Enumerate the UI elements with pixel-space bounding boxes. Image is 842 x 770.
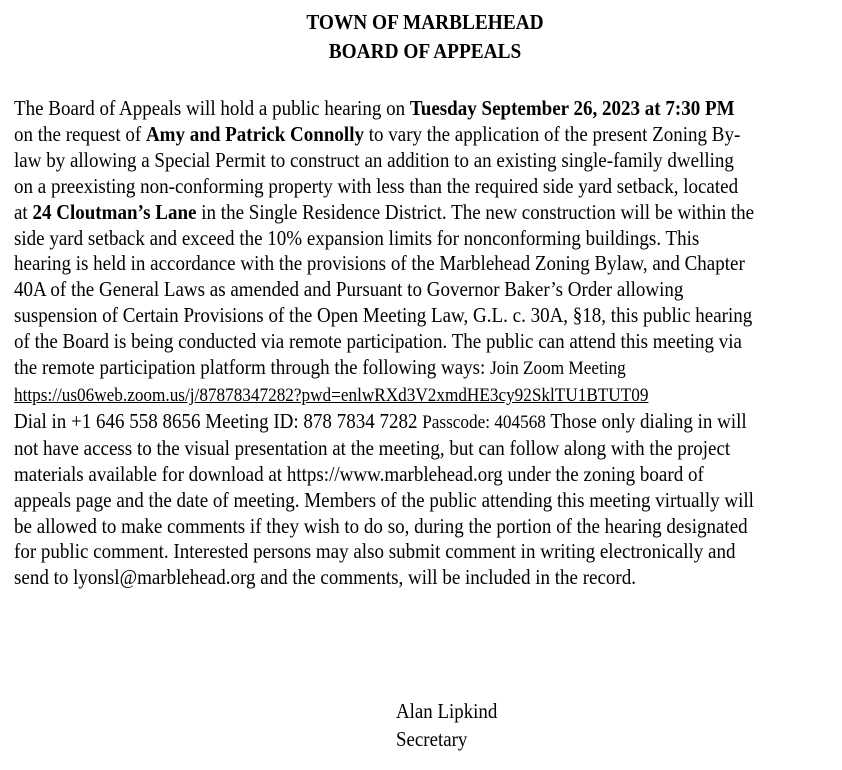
body-line: not have access to the visual presentation at the meeting, but can follow along with the project <box>14 435 731 460</box>
signature-block <box>396 697 497 753</box>
body-text-segment: the remote participation platform through the following ways: <box>14 355 491 380</box>
body-text-segment: to vary the application of the present Zoning By- <box>363 121 741 146</box>
body-line: suspension of Certain Provisions of the Open Meeting Law, G.L. c. 30A, §18, this public hearing <box>14 303 753 328</box>
body-line: of the Board is being conducted via remote participation. The public can attend this meeting via <box>14 329 742 354</box>
public-hearing-notice <box>14 8 836 591</box>
dial-in-info: Dial in +1 646 558 8656 Meeting ID: 878 7834 7282 <box>14 408 423 433</box>
body-line: on a preexisting non-conforming property with less than the required side yard setback, located <box>14 173 739 198</box>
body-text-segment: The Board of Appeals will hold a public hearing on <box>14 96 410 120</box>
body-line: for public comment. Interested persons may also submit comment in writing electronically and <box>14 539 736 564</box>
body-line: materials available for download at https://www.marblehead.org under the zoning board of <box>14 461 704 486</box>
header-board: BOARD OF APPEALS <box>328 39 522 63</box>
body-text-segment: at <box>14 199 33 224</box>
body-text-segment: on the request of <box>14 121 146 146</box>
signatory-name: Alan Lipkind <box>396 699 498 723</box>
hearing-date: Tuesday September 26, 2023 at 7:30 PM <box>409 96 735 120</box>
body-line: hearing is held in accordance with the provisions of the Marblehead Zoning Bylaw, and Chapter <box>14 251 745 276</box>
body-line <box>14 122 836 148</box>
notice-body <box>14 96 836 591</box>
body-line <box>14 382 836 409</box>
body-text-segment: in the Single Residence District. The new construction will be within the <box>196 199 755 224</box>
body-line: be allowed to make comments if they wish to do so, during the portion of the hearing designated <box>14 513 748 538</box>
signatory-title: Secretary <box>396 727 468 751</box>
body-line <box>14 355 836 382</box>
body-line: law by allowing a Special Permit to construct an addition to an existing single-family dwelling <box>14 147 734 172</box>
header-town: TOWN OF MARBLEHEAD <box>306 10 544 34</box>
body-line: appeals page and the date of meeting. Members of the public attending this meeting virtually will <box>14 487 754 512</box>
passcode: Passcode: 404568 <box>422 411 546 433</box>
body-line <box>14 96 836 122</box>
body-text-segment: Those only dialing in will <box>545 408 747 433</box>
notice-header <box>47 8 803 66</box>
body-line <box>14 409 836 436</box>
body-line <box>14 200 836 226</box>
applicant-names: Amy and Patrick Connolly <box>145 121 364 146</box>
body-line: side yard setback and exceed the 10% expansion limits for nonconforming buildings. This <box>14 225 700 250</box>
property-address: 24 Cloutman’s Lane <box>32 199 197 224</box>
body-line: 40A of the General Laws as amended and Pursuant to Governor Baker’s Order allowing <box>14 277 684 302</box>
zoom-meeting-label: Join Zoom Meeting <box>490 358 626 380</box>
zoom-meeting-link[interactable]: https://us06web.zoom.us/j/87878347282?pwd=enlwRXd3V2xmdHE3cy92SklTU1BTUT09 <box>14 384 649 406</box>
body-line: send to lyonsl@marblehead.org and the comments, will be included in the record. <box>14 565 636 590</box>
